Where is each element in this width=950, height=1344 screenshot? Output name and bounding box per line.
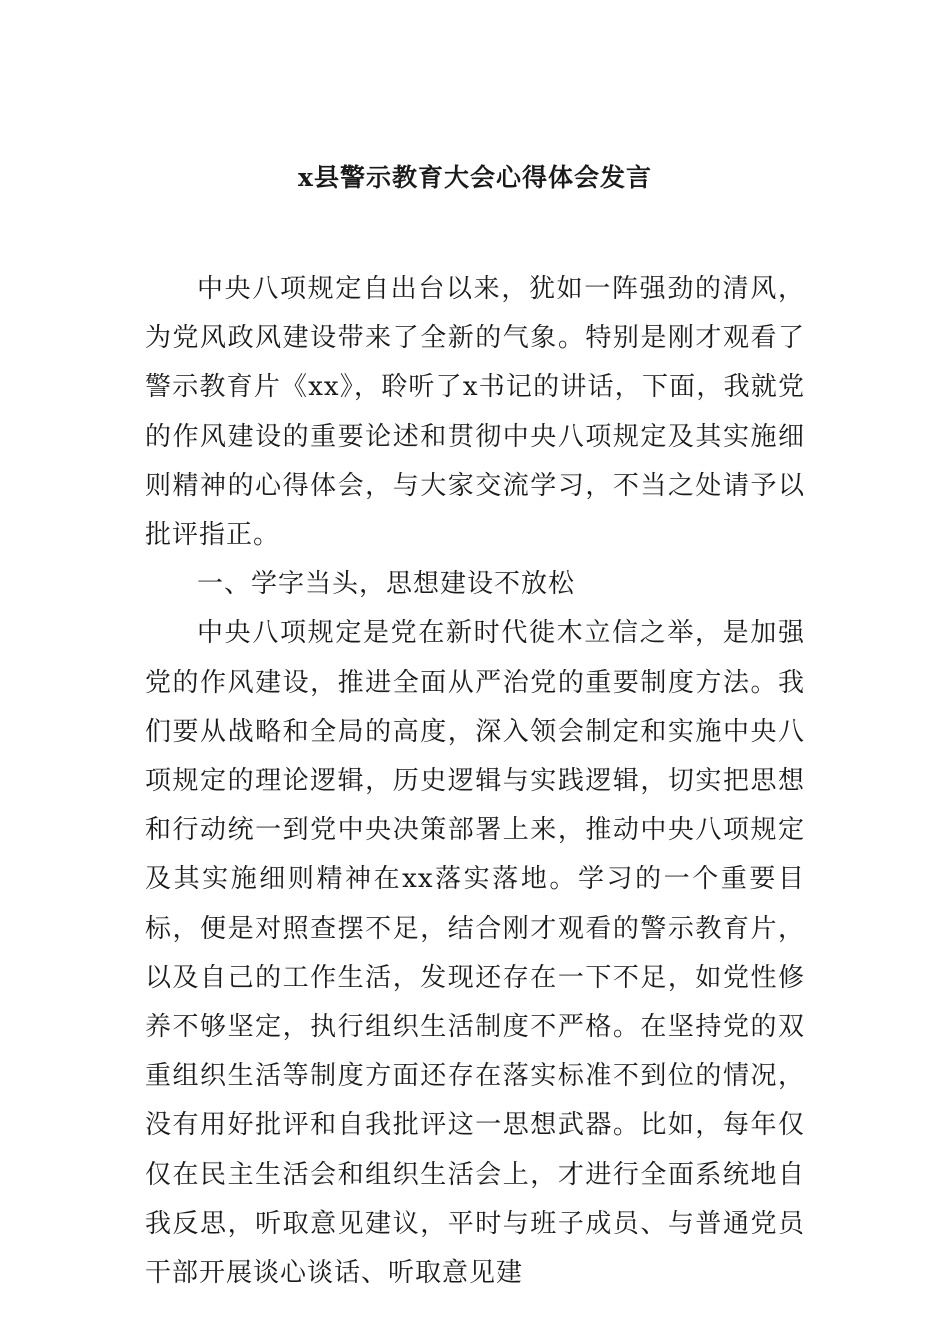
- intro-paragraph: 中央八项规定自出台以来，犹如一阵强劲的清风，为党风政风建设带来了全新的气象。特别是刚才观看了警示教育片《xx》，聆听了x书记的讲话，下面，我就党的作风建设的重要论述和贯彻中央八项规定及其实施细则精神的心得体会，与大家交流学习，不当之处请予以批评指正。: [145, 274, 805, 551]
- document-title: x县警示教育大会心得体会发言: [298, 163, 652, 192]
- document-body: [145, 265, 805, 1298]
- section-paragraph: 中央八项规定是党在新时代徙木立信之举，是加强党的作风建设，推进全面从严治党的重要制度方法。我们要从战略和全局的高度，深入领会制定和实施中央八项规定的理论逻辑，历史逻辑与实践逻辑，切实把思想和行动统一到党中央决策部署上来，推动中央八项规定及其实施细则精神在xx落实落地。学习的一个重要目标，便是对照查摆不足，结合刚才观看的警示教育片，以及自己的工作生活，发现还存在一下不足，如党性修养不够坚定，执行组织生活制度不严格。在坚持党的双重组织生活等制度方面还存在落实标准不到位的情况，没有用好批评和自我批评这一思想武器。比如，每年仅仅在民主生活会和组织生活会上，才进行全面系统地自我反思，听取意见建议，平时与班子成员、与普通党员干部开展谈心谈话、听取意见建: [145, 618, 805, 1289]
- section-heading: 一、学字当头，思想建设不放松: [197, 569, 576, 600]
